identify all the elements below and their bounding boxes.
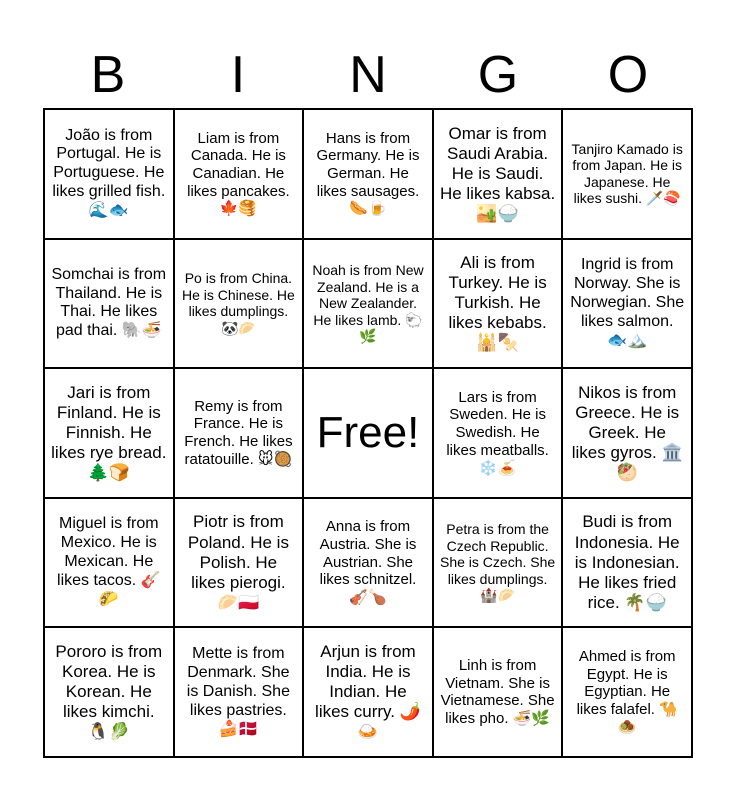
bingo-cell[interactable] <box>174 109 304 239</box>
cell-text: Lars is from Sweden. He is Swedish. He likes meatballs. ❄️🍝 <box>446 388 549 477</box>
bingo-cell[interactable] <box>44 498 174 628</box>
cell-text: Pororo is from Korea. He is Korean. He likes kimchi. 🐧🥬 <box>55 642 163 742</box>
bingo-cell[interactable] <box>44 368 174 498</box>
bingo-cell[interactable] <box>44 109 174 239</box>
cell-text: Ahmed is from Egypt. He is Egyptian. He likes falafel. 🐪🧆 <box>576 647 678 736</box>
cell-text: Somchai is from Thailand. He is Thai. He likes pad thai. 🐘🍜 <box>51 265 167 340</box>
bingo-cell[interactable] <box>433 368 563 498</box>
cell-text: Miguel is from Mexico. He is Mexican. He likes tacos. 🎸🌮 <box>57 515 161 608</box>
bingo-cell[interactable] <box>303 239 433 369</box>
bingo-cell[interactable] <box>303 498 433 628</box>
bingo-cell[interactable] <box>562 498 692 628</box>
cell-text: João is from Portugal. He is Portuguese. He likes grilled fish. 🌊🐟 <box>52 126 166 220</box>
bingo-cell[interactable] <box>44 239 174 369</box>
header-letter-i: I <box>230 46 246 104</box>
cell-text: Liam is from Canada. He is Canadian. He likes pancakes. 🍁🥞 <box>187 129 290 218</box>
cell-text: Petra is from the Czech Republic. She is Czech. She likes dumplings. 🏰🥟 <box>440 521 556 604</box>
bingo-cell[interactable] <box>174 498 304 628</box>
bingo-cell[interactable] <box>433 239 563 369</box>
cell-text: Ali is from Turkey. He is Turkish. He likes kebabs. 🕌🍢 <box>448 253 547 353</box>
bingo-cell[interactable] <box>433 498 563 628</box>
bingo-cell[interactable] <box>562 368 692 498</box>
bingo-cell[interactable] <box>174 368 304 498</box>
bingo-grid <box>43 108 693 758</box>
cell-text: Omar is from Saudi Arabia. He is Saudi. He likes kabsa. 🏜️🍚 <box>439 123 556 223</box>
header-letter-n: N <box>349 46 387 104</box>
cell-text: Ingrid is from Norway. She is Norwegian. She likes salmon. 🐟🏔️ <box>570 256 685 349</box>
header-letter-b: B <box>90 46 126 104</box>
bingo-cell[interactable] <box>303 627 433 757</box>
header-letter-g: G <box>477 46 519 104</box>
cell-text: Arjun is from India. He is Indian. He likes curry. 🌶️🍛 <box>315 642 421 742</box>
cell-text: Hans is from Germany. He is German. He likes sausages. 🌭🍺 <box>316 129 420 218</box>
cell-text: Nikos is from Greece. He is Greek. He likes gyros. 🏛️🥙 <box>571 382 683 483</box>
cell-text: Piotr is from Poland. He is Polish. He likes pierogi. 🥟🇵🇱 <box>187 512 289 612</box>
cell-text: Remy is from France. He is French. He likes ratatouille. 🐭🥘 <box>184 397 293 468</box>
bingo-cell[interactable] <box>562 109 692 239</box>
cell-text: Linh is from Vietnam. She is Vietnamese. She likes pho. 🍜🌿 <box>440 656 555 727</box>
bingo-cell[interactable] <box>562 627 692 757</box>
cell-text: Noah is from New Zealand. He is a New Zealander. He likes lamb. 🐑🌿 <box>312 262 424 345</box>
bingo-cell[interactable] <box>303 109 433 239</box>
bingo-header <box>43 40 693 110</box>
free-space-cell[interactable] <box>303 368 433 498</box>
cell-text: Mette is from Denmark. She is Danish. She likes pastries. 🍰🇩🇰 <box>186 645 290 738</box>
bingo-cell[interactable] <box>174 627 304 757</box>
bingo-cell[interactable] <box>44 627 174 757</box>
cell-text: Budi is from Indonesia. He is Indonesian. He likes fried rice. 🌴🍚 <box>574 512 680 612</box>
bingo-cell[interactable] <box>433 109 563 239</box>
bingo-cell[interactable] <box>174 239 304 369</box>
cell-text: Jari is from Finland. He is Finnish. He likes rye bread. 🌲🍞 <box>51 382 167 483</box>
bingo-cell[interactable] <box>562 239 692 369</box>
cell-text: Po is from China. He is Chinese. He likes dumplings. 🐼🥟 <box>181 270 295 336</box>
free-space-label: Free! <box>316 408 420 458</box>
cell-text: Tanjiro Kamado is from Japan. He is Japanese. He likes sushi. 🗡️🍣 <box>571 140 683 207</box>
bingo-cell[interactable] <box>433 627 563 757</box>
header-letter-o: O <box>607 46 649 104</box>
cell-text: Anna is from Austria. She is Austrian. She likes schnitzel. 🎻🍗 <box>319 518 417 607</box>
